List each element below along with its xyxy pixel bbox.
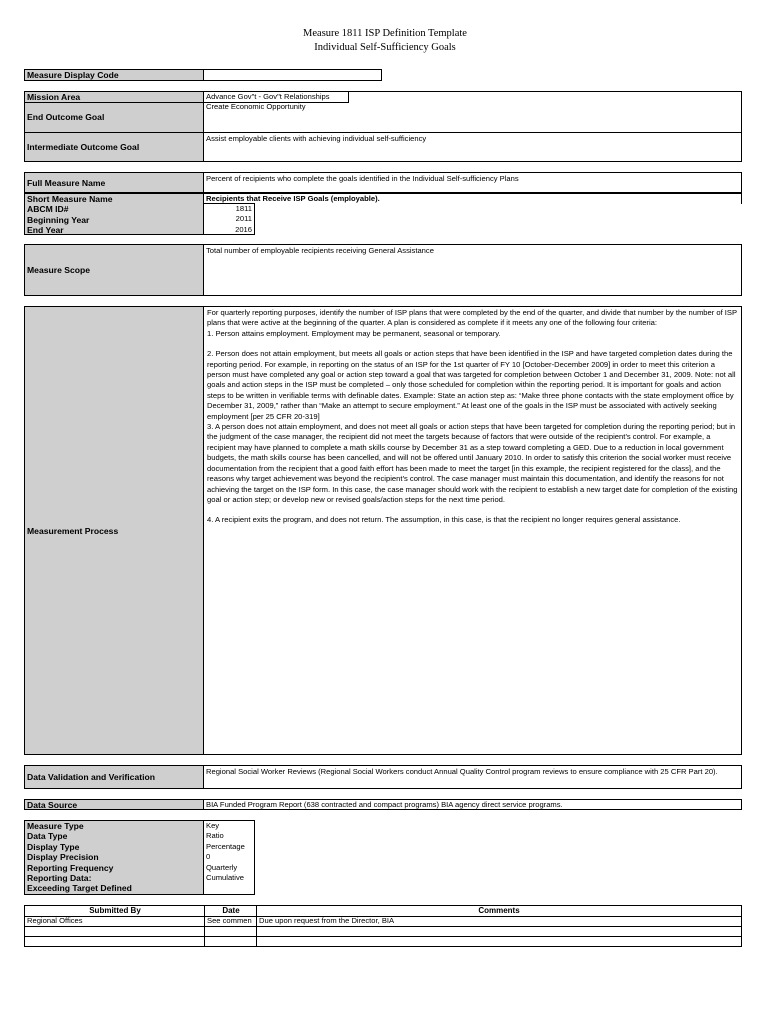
full-measure-name-label: Full Measure Name xyxy=(24,172,204,193)
mission-end-label-block xyxy=(24,91,204,133)
year-values-block xyxy=(203,203,255,235)
abcm-id-label: ABCM ID# xyxy=(27,204,69,215)
measure-type-value-block xyxy=(203,820,255,895)
display-precision-label: Display Precision xyxy=(27,852,99,863)
end-year-label: End Year xyxy=(27,225,64,236)
data-validation-label: Data Validation and Verification xyxy=(24,765,204,789)
short-measure-name-value: Recipients that Receive ISP Goals (employable). xyxy=(206,194,380,203)
intermediate-outcome-goal-value: Assist employable clients with achieving individual self-sufficiency xyxy=(203,132,742,162)
measurement-process-label: Measurement Process xyxy=(24,306,204,755)
mission-area-label: Mission Area xyxy=(27,92,81,102)
display-precision-value: 0 xyxy=(206,852,211,862)
submitted-by-header: Submitted By xyxy=(89,906,141,915)
reporting-frequency-label: Reporting Frequency xyxy=(27,862,114,873)
measurement-process-criteria-intro: For quarterly reporting purposes, identify the number of ISP plans that were completed by the end of the quarter, and divide that number by the number of ISP plans that were active at the beginning of the quarter. A plan is considered as complete if it meets any one of the following four criteria: xyxy=(207,308,737,328)
table-row-1-comments: Due upon request from the Director, BIA xyxy=(259,916,395,925)
end-outcome-goal-value: Create Economic Opportunity xyxy=(206,102,306,111)
exceeding-target-defined-label: Exceeding Target Defined xyxy=(27,883,132,894)
measure-scope-label: Measure Scope xyxy=(24,244,204,296)
measurement-process-criterion-2: 2. Person does not attain employment, but meets all goals or action steps that have been identified in the ISP and have targeted completion dates during the reporting period. For example, in reporting on the status of an ISP for the 1st quarter of FY 10 [October-December 2009] in order to meet this criterion a person must have completed any goal or action step toward a goal that was targeted for completion between October 1 and December 31, 2009. Note: not all goals and action steps in the ISP must be completed – only those scheduled for completion within the reporting period. It is important for goals and action steps to be written in verifiable terms with definable dates. Example: State an action step as: “Make three phone contacts with the state employment office by December 31, 2009,” rather than “Make an attempt to secure employment.” At least one of the goals in the ISP must be associated with actively seeking employment [per 25 CFR 20-319] xyxy=(207,349,736,421)
beginning-year-label: Beginning Year xyxy=(27,214,90,225)
page-subtitle: Individual Self-Sufficiency Goals xyxy=(314,42,456,53)
end-year-value: 2016 xyxy=(235,224,252,234)
data-validation-value: Regional Social Worker Reviews (Regional Social Workers conduct Annual Quality Control program reviews to ensure compliance with 25 CFR Part 20). xyxy=(203,765,742,789)
measure-type-label-block xyxy=(24,820,204,895)
measurement-process-criterion-1: 1. Person attains employment. Employment may be permanent, seasonal or temporary. xyxy=(207,328,501,338)
reporting-data-label: Reporting Data: xyxy=(27,873,92,884)
data-type-value: Ratio xyxy=(206,831,224,841)
short-measure-label-block xyxy=(24,193,204,235)
intermediate-outcome-goal-label: Intermediate Outcome Goal xyxy=(24,132,204,162)
data-source-label: Data Source xyxy=(24,799,204,810)
table-row-1-submitted-by: Regional Offices xyxy=(27,916,83,925)
table-row-1-date: See commen xyxy=(207,916,252,925)
display-type-value: Percentage xyxy=(206,841,245,851)
date-header: Date xyxy=(222,906,240,915)
mission-end-value-block xyxy=(203,91,742,133)
data-type-label: Data Type xyxy=(27,831,68,842)
measurement-process-value xyxy=(203,306,742,755)
display-type-label: Display Type xyxy=(27,841,80,852)
measure-display-code-label: Measure Display Code xyxy=(24,69,204,81)
beginning-year-value: 2011 xyxy=(235,214,252,224)
short-measure-name-label: Short Measure Name xyxy=(27,194,113,204)
measure-type-value: Key xyxy=(206,821,220,830)
measure-type-label: Measure Type xyxy=(27,821,84,831)
mission-area-value: Advance Gov"t - Gov"t Relationships xyxy=(206,92,330,101)
measurement-process-criterion-3: 3. A person does not attain employment, and does not meet all goals or action steps that have been targeted for completion during the reporting period; but in the judgment of the case manager, the recipient did not meet the targets because of factors that were outside of the recipient’s control. For example, a recipient may have planned to complete a math skills course by December 31 as a step toward completing a GED. Due to a reduction in local government budgets, the math skills course has been cancelled, and will not be offered until January 2010. In order to satisfy this criterion the social worker must receive documentation from the recipient that a good faith effort has been made to meet the target [in this example, the recipient registered for the class], and the reasons why target achievement was beyond the recipient’s control. The case manager must maintain this documentation, and identify the reasons for not achieving the target on the ISP form. In this case, the case manager should work with the recipient to establish a new target date for completion of the existing goal or action step; or develop new or revised goals/action steps for the next time period. xyxy=(207,422,738,504)
reporting-data-value: Cumulative xyxy=(206,873,244,883)
comments-header: Comments xyxy=(478,906,520,915)
abcm-id-value: 1811 xyxy=(235,204,252,213)
page-title: Measure 1811 ISP Definition Template xyxy=(303,28,467,39)
reporting-frequency-value: Quarterly xyxy=(206,862,238,872)
end-outcome-goal-label: End Outcome Goal xyxy=(27,112,105,122)
short-measure-name-value-box xyxy=(203,193,742,204)
full-measure-name-value: Percent of recipients who complete the goals identified in the Individual Self-sufficiency Plans xyxy=(203,172,742,193)
measure-display-code-value xyxy=(203,69,382,81)
measure-scope-value: Total number of employable recipients receiving General Assistance xyxy=(203,244,742,296)
submitted-table xyxy=(24,905,742,947)
data-source-value: BIA Funded Program Report (638 contracted and compact programs) BIA agency direct service programs. xyxy=(203,799,742,810)
measurement-process-criterion-4: 4. A recipient exits the program, and does not return. The assumption, in this case, is that the recipient no longer requires general assistance. xyxy=(207,515,681,525)
